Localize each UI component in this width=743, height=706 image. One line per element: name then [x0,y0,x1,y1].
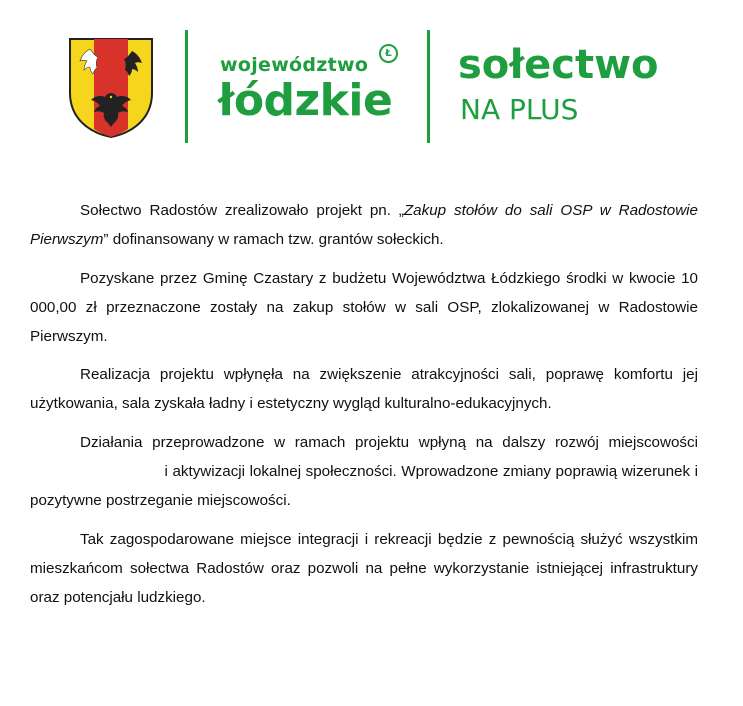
paragraph-3: Realizacja projektu wpłynęła na zwiększenie atrakcyjności sali, poprawę komfortu jej użytkowania, sala zyskała ładny i estetyczny wygląd kulturalno-edukacyjnych. [30,366,698,412]
paragraph-4-text-end: i aktywizacji lokalnej społeczności. Wprowadzone zmiany poprawią wizerunek i pozytywne postrzeganie miejscowości. [30,463,698,509]
paragraph-4-text: Działania przeprowadzone w ramach projektu wpłyną na dalszy rozwój miejscowości [80,434,698,451]
paragraph-2: Pozyskane przez Gminę Czastary z budżetu Województwa Łódzkiego środki w kwocie 10 000,00 zł przeznaczone zostały na zakup stołów w sali OSP, zlokalizowanej w Radostowie Pierwszym. [30,270,698,345]
document-body [30,196,698,622]
divider-left [185,30,188,143]
paragraph-5: Tak zagospodarowane miejsce integracji i rekreacji będzie z pewnością służyć wszystkim mieszkańcom sołectwa Radostów oraz pozwoli na pełne wykorzystanie istniejącej infrastruktury oraz potencjału ludzkiego. [30,531,698,606]
logo-solectwo-text: sołectwo [458,42,659,88]
logo-na-plus-text: NA PLUS [460,93,579,126]
coat-of-arms-icon [68,37,154,139]
project-title: Zakup stołów do sali OSP w Radostowie Pierwszym [30,202,698,248]
paragraph-1 [30,196,698,254]
logo-badge-icon: Ł [379,44,398,63]
logo-wojewodztwo-text: województwo [220,54,369,76]
paragraph-4 [30,428,698,515]
header [0,0,743,160]
paragraph-1-text-end: ” dofinansowany w ramach tzw. grantów sołeckich. [103,231,444,248]
logo-lodzkie-text: łódzkie [218,75,393,126]
paragraph-1-text: Sołectwo Radostów zrealizowało projekt pn. „ [80,202,404,219]
divider-right [427,30,430,143]
